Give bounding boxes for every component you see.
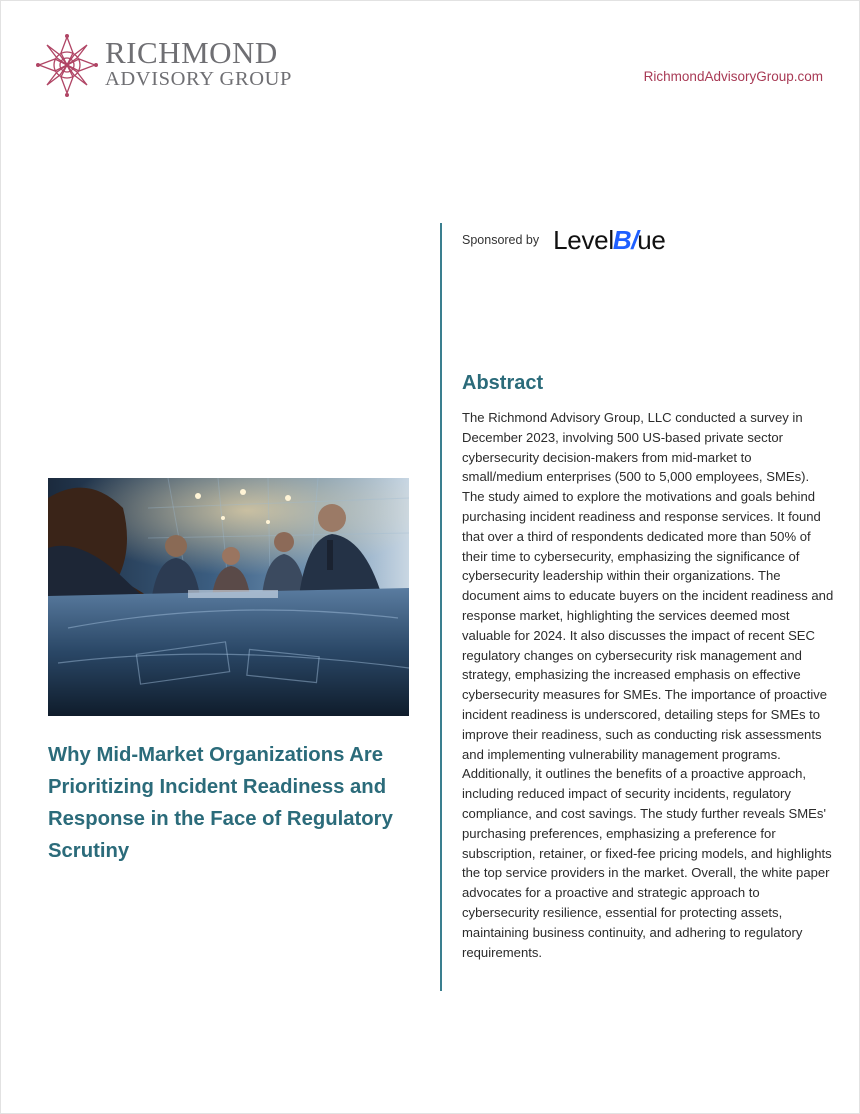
- sponsor-block: [462, 225, 666, 255]
- sponsor-brand-right: ue: [637, 224, 666, 255]
- meeting-photo: [48, 478, 409, 716]
- sponsor-brand-slash: B/: [612, 224, 639, 255]
- logo-mandala-icon: [35, 31, 99, 101]
- sponsor-label: Sponsored by: [462, 233, 540, 247]
- column-divider: [440, 223, 442, 991]
- sponsor-logo: [553, 225, 665, 256]
- abstract-title: Abstract: [462, 372, 544, 394]
- logo-line-2: ADVISORY GROUP: [105, 68, 293, 90]
- richmond-logo: [35, 31, 305, 101]
- sponsor-brand-left: Level: [553, 224, 614, 255]
- site-url-link[interactable]: RichmondAdvisoryGroup.com: [643, 69, 823, 84]
- document-headline: Why Mid-Market Organizations Are Prioritizing Incident Readiness and Response in the Face of Regulatory Scrutiny: [48, 744, 393, 862]
- abstract-text: The Richmond Advisory Group, LLC conducted a survey in December 2023, involving 500 US-based private sector cybersecurity decision-makers from mid-market to small/medium enterprises (500 to 5,000 employees, SMEs). The study aimed to explore the motivations and goals behind purchasing incident readiness and response services. It found that over a third of respondents dedicated more than 50% of their time to cybersecurity, emphasizing the significance of cybersecurity leadership within their organizations. The document aims to educate buyers on the incident readiness and response market, highlighting the services deemed most valuable for 2024. It also discusses the impact of recent SEC regulatory changes on cybersecurity risk management and strategy, emphasizing the increased emphasis on effective cybersecurity measures for SMEs. The importance of proactive incident readiness is underscored, detailing steps for SMEs to improve their readiness, such as conducting risk assessments and implementing vulnerability management programs. Additionally, it outlines the benefits of a proactive approach, including reduced impact of security incidents, regulatory compliance, and cost savings. The study further reveals SMEs' purchasing preferences, emphasizing a preference for subscription, retainer, or fixed-fee pricing models, and highlights the top service providers in the market. Overall, the white paper advocates for a proactive and strategic approach to cybersecurity resilience, essential for protecting assets, maintaining business continuity, and adhering to regulatory requirements.: [462, 410, 834, 960]
- logo-line-1: RICHMOND: [105, 35, 278, 70]
